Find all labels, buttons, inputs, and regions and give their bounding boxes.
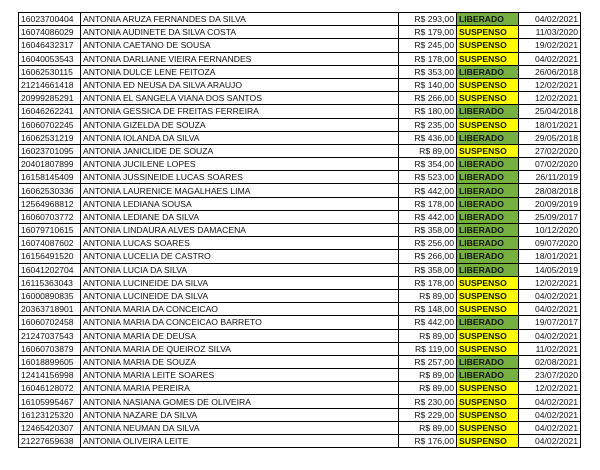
cell-value: R$ 89,00 xyxy=(399,369,457,382)
cell-value: R$ 257,00 xyxy=(399,355,457,368)
cell-date: 25/09/2017 xyxy=(519,210,581,223)
cell-date: 02/08/2021 xyxy=(519,355,581,368)
cell-status: SUSPENSO xyxy=(457,118,519,131)
cell-value: R$ 442,00 xyxy=(399,184,457,197)
table-row xyxy=(19,303,581,316)
cell-id: 16060702458 xyxy=(19,316,81,329)
cell-status: SUSPENSO xyxy=(457,26,519,39)
table-row xyxy=(19,224,581,237)
cell-status: LIBERADO xyxy=(457,355,519,368)
cell-name: ANTONIA MARIA DA CONCEICAO BARRETO xyxy=(81,316,399,329)
cell-name: ANTONIA CAETANO DE SOUSA xyxy=(81,39,399,52)
cell-value: R$ 230,00 xyxy=(399,395,457,408)
cell-date: 28/08/2018 xyxy=(519,184,581,197)
cell-id: 16060702245 xyxy=(19,118,81,131)
table-row xyxy=(19,250,581,263)
cell-date: 14/05/2019 xyxy=(519,263,581,276)
cell-date: 26/11/2019 xyxy=(519,171,581,184)
cell-name: ANTONIA MARIA DE QUEIROZ SILVA xyxy=(81,342,399,355)
table-row xyxy=(19,210,581,223)
cell-status: SUSPENSO xyxy=(457,52,519,65)
cell-value: R$ 89,00 xyxy=(399,421,457,434)
cell-id: 16000890835 xyxy=(19,289,81,302)
cell-value: R$ 89,00 xyxy=(399,382,457,395)
cell-name: ANTONIA OLIVEIRA LEITE xyxy=(81,435,399,448)
cell-name: ANTONIA EL SANGELA VIANA DOS SANTOS xyxy=(81,92,399,105)
cell-id: 16023700404 xyxy=(19,13,81,26)
cell-value: R$ 293,00 xyxy=(399,13,457,26)
cell-date: 25/04/2018 xyxy=(519,105,581,118)
table-row xyxy=(19,289,581,302)
cell-name: ANTONIA LUCINEIDE DA SILVA xyxy=(81,276,399,289)
cell-id: 16041202704 xyxy=(19,263,81,276)
table-row xyxy=(19,131,581,144)
cell-id: 21247037543 xyxy=(19,329,81,342)
cell-name: ANTONIA NASIANA GOMES DE OLIVEIRA xyxy=(81,395,399,408)
table-row xyxy=(19,105,581,118)
cell-status: LIBERADO xyxy=(457,158,519,171)
cell-id: 16156491520 xyxy=(19,250,81,263)
cell-status: LIBERADO xyxy=(457,131,519,144)
cell-id: 16158145409 xyxy=(19,171,81,184)
table-row xyxy=(19,184,581,197)
cell-name: ANTONIA LUCIA DA SILVA xyxy=(81,263,399,276)
cell-name: ANTONIA LUCINEIDE DA SILVA xyxy=(81,289,399,302)
cell-date: 12/02/2021 xyxy=(519,382,581,395)
cell-status: LIBERADO xyxy=(457,316,519,329)
cell-date: 09/07/2020 xyxy=(519,237,581,250)
cell-value: R$ 353,00 xyxy=(399,65,457,78)
cell-status: SUSPENSO xyxy=(457,78,519,91)
cell-status: LIBERADO xyxy=(457,184,519,197)
table-row xyxy=(19,13,581,26)
cell-id: 21214661418 xyxy=(19,78,81,91)
cell-date: 04/02/2021 xyxy=(519,408,581,421)
cell-value: R$ 358,00 xyxy=(399,224,457,237)
cell-status: SUSPENSO xyxy=(457,92,519,105)
table-row xyxy=(19,435,581,448)
cell-value: R$ 176,00 xyxy=(399,435,457,448)
cell-date: 19/02/2021 xyxy=(519,39,581,52)
cell-date: 26/06/2018 xyxy=(519,65,581,78)
cell-status: LIBERADO xyxy=(457,105,519,118)
cell-status: LIBERADO xyxy=(457,210,519,223)
cell-id: 20999285291 xyxy=(19,92,81,105)
cell-name: ANTONIA MARIA PEREIRA xyxy=(81,382,399,395)
cell-date: 19/07/2017 xyxy=(519,316,581,329)
cell-name: ANTONIA LUCAS SOARES xyxy=(81,237,399,250)
cell-value: R$ 89,00 xyxy=(399,144,457,157)
cell-value: R$ 178,00 xyxy=(399,276,457,289)
table-row xyxy=(19,39,581,52)
cell-id: 16060703772 xyxy=(19,210,81,223)
spreadsheet-table xyxy=(18,12,581,448)
cell-date: 11/02/2021 xyxy=(519,342,581,355)
cell-name: ANTONIA AUDINETE DA SILVA COSTA xyxy=(81,26,399,39)
cell-name: ANTONIA DULCE LENE FEITOZA xyxy=(81,65,399,78)
cell-date: 27/02/2020 xyxy=(519,144,581,157)
cell-id: 16046432317 xyxy=(19,39,81,52)
cell-date: 29/05/2018 xyxy=(519,131,581,144)
cell-status: SUSPENSO xyxy=(457,408,519,421)
cell-date: 04/02/2021 xyxy=(519,13,581,26)
table-row xyxy=(19,237,581,250)
table-row xyxy=(19,316,581,329)
cell-name: ANTONIA JANICLIDE DE SOUZA xyxy=(81,144,399,157)
cell-name: ANTONIA JUSSINEIDE LUCAS SOARES xyxy=(81,171,399,184)
cell-value: R$ 119,00 xyxy=(399,342,457,355)
cell-id: 16046128072 xyxy=(19,382,81,395)
cell-value: R$ 229,00 xyxy=(399,408,457,421)
cell-date: 11/03/2020 xyxy=(519,26,581,39)
cell-name: ANTONIA GESSICA DE FREITAS FERREIRA xyxy=(81,105,399,118)
cell-name: ANTONIA LAURENICE MAGALHAES LIMA xyxy=(81,184,399,197)
cell-id: 12564968812 xyxy=(19,197,81,210)
cell-value: R$ 235,00 xyxy=(399,118,457,131)
table-row xyxy=(19,92,581,105)
cell-name: ANTONIA MARIA DE SOUZA xyxy=(81,355,399,368)
cell-id: 16105995467 xyxy=(19,395,81,408)
cell-id: 16040053543 xyxy=(19,52,81,65)
cell-status: LIBERADO xyxy=(457,13,519,26)
cell-status: LIBERADO xyxy=(457,263,519,276)
cell-value: R$ 178,00 xyxy=(399,197,457,210)
cell-id: 21227659638 xyxy=(19,435,81,448)
cell-status: SUSPENSO xyxy=(457,382,519,395)
cell-id: 12414156998 xyxy=(19,369,81,382)
table-row xyxy=(19,342,581,355)
cell-id: 16123125320 xyxy=(19,408,81,421)
cell-date: 04/02/2021 xyxy=(519,289,581,302)
cell-id: 20363718901 xyxy=(19,303,81,316)
cell-value: R$ 89,00 xyxy=(399,289,457,302)
cell-value: R$ 89,00 xyxy=(399,329,457,342)
cell-name: ANTONIA LUCELIA DE CASTRO xyxy=(81,250,399,263)
table-row xyxy=(19,118,581,131)
cell-value: R$ 180,00 xyxy=(399,105,457,118)
table-row xyxy=(19,158,581,171)
cell-date: 10/12/2020 xyxy=(519,224,581,237)
cell-date: 04/02/2021 xyxy=(519,329,581,342)
cell-name: ANTONIA ARUZA FERNANDES DA SILVA xyxy=(81,13,399,26)
cell-status: SUSPENSO xyxy=(457,435,519,448)
cell-status: LIBERADO xyxy=(457,250,519,263)
cell-name: ANTONIA ED NEUSA DA SILVA ARAUJO xyxy=(81,78,399,91)
table-row xyxy=(19,144,581,157)
cell-id: 16060703879 xyxy=(19,342,81,355)
cell-status: LIBERADO xyxy=(457,65,519,78)
cell-date: 20/09/2019 xyxy=(519,197,581,210)
cell-value: R$ 266,00 xyxy=(399,92,457,105)
cell-value: R$ 266,00 xyxy=(399,250,457,263)
cell-status: SUSPENSO xyxy=(457,395,519,408)
table-row xyxy=(19,78,581,91)
cell-value: R$ 436,00 xyxy=(399,131,457,144)
cell-id: 16062531219 xyxy=(19,131,81,144)
table-row xyxy=(19,197,581,210)
table-row xyxy=(19,52,581,65)
cell-name: ANTONIA MARIA DA CONCEICAO xyxy=(81,303,399,316)
cell-value: R$ 178,00 xyxy=(399,52,457,65)
cell-value: R$ 256,00 xyxy=(399,237,457,250)
cell-value: R$ 354,00 xyxy=(399,158,457,171)
table-row xyxy=(19,382,581,395)
cell-name: ANTONIA MARIA DE DEUSA xyxy=(81,329,399,342)
cell-name: ANTONIA IOLANDA DA SILVA xyxy=(81,131,399,144)
cell-name: ANTONIA LEDIANE DA SILVA xyxy=(81,210,399,223)
cell-name: ANTONIA LEDIANA SOUSA xyxy=(81,197,399,210)
cell-date: 12/02/2021 xyxy=(519,276,581,289)
cell-date: 04/02/2021 xyxy=(519,421,581,434)
cell-id: 16046262241 xyxy=(19,105,81,118)
cell-date: 04/02/2021 xyxy=(519,435,581,448)
cell-date: 12/02/2021 xyxy=(519,78,581,91)
table-row xyxy=(19,355,581,368)
cell-status: SUSPENSO xyxy=(457,39,519,52)
table-row xyxy=(19,171,581,184)
cell-status: SUSPENSO xyxy=(457,276,519,289)
spreadsheet-body xyxy=(19,13,581,448)
cell-name: ANTONIA GIZELDA DE SOUZA xyxy=(81,118,399,131)
cell-value: R$ 358,00 xyxy=(399,263,457,276)
cell-status: SUSPENSO xyxy=(457,421,519,434)
cell-date: 04/02/2021 xyxy=(519,303,581,316)
cell-status: SUSPENSO xyxy=(457,144,519,157)
cell-name: ANTONIA NEUMAN DA SILVA xyxy=(81,421,399,434)
cell-id: 16018899605 xyxy=(19,355,81,368)
cell-name: ANTONIA NAZARE DA SILVA xyxy=(81,408,399,421)
table-row xyxy=(19,276,581,289)
cell-status: SUSPENSO xyxy=(457,329,519,342)
table-row xyxy=(19,421,581,434)
cell-date: 04/02/2021 xyxy=(519,52,581,65)
cell-status: SUSPENSO xyxy=(457,342,519,355)
cell-value: R$ 523,00 xyxy=(399,171,457,184)
cell-id: 16115363043 xyxy=(19,276,81,289)
cell-status: LIBERADO xyxy=(457,171,519,184)
cell-name: ANTONIA LINDAURA ALVES DAMACENA xyxy=(81,224,399,237)
table-row xyxy=(19,369,581,382)
cell-id: 16074087602 xyxy=(19,237,81,250)
cell-date: 18/01/2021 xyxy=(519,250,581,263)
cell-id: 16023701095 xyxy=(19,144,81,157)
cell-status: LIBERADO xyxy=(457,237,519,250)
cell-status: SUSPENSO xyxy=(457,303,519,316)
cell-name: ANTONIA DARLIANE VIEIRA FERNANDES xyxy=(81,52,399,65)
cell-date: 12/02/2021 xyxy=(519,92,581,105)
cell-value: R$ 442,00 xyxy=(399,316,457,329)
cell-name: ANTONIA MARIA LEITE SOARES xyxy=(81,369,399,382)
table-row xyxy=(19,26,581,39)
table-row xyxy=(19,65,581,78)
table-row xyxy=(19,329,581,342)
cell-value: R$ 140,00 xyxy=(399,78,457,91)
cell-date: 04/02/2021 xyxy=(519,395,581,408)
cell-value: R$ 148,00 xyxy=(399,303,457,316)
cell-value: R$ 179,00 xyxy=(399,26,457,39)
cell-id: 16062530115 xyxy=(19,65,81,78)
cell-id: 16079710615 xyxy=(19,224,81,237)
cell-value: R$ 245,00 xyxy=(399,39,457,52)
cell-status: LIBERADO xyxy=(457,224,519,237)
cell-id: 16074086029 xyxy=(19,26,81,39)
cell-status: LIBERADO xyxy=(457,197,519,210)
cell-date: 07/02/2020 xyxy=(519,158,581,171)
table-row xyxy=(19,408,581,421)
cell-date: 18/01/2021 xyxy=(519,118,581,131)
cell-id: 20401807899 xyxy=(19,158,81,171)
cell-date: 23/07/2020 xyxy=(519,369,581,382)
table-row xyxy=(19,395,581,408)
cell-status: LIBERADO xyxy=(457,369,519,382)
cell-id: 12465420307 xyxy=(19,421,81,434)
table-row xyxy=(19,263,581,276)
cell-status: SUSPENSO xyxy=(457,289,519,302)
cell-name: ANTONIA JUCILENE LOPES xyxy=(81,158,399,171)
cell-id: 16062530336 xyxy=(19,184,81,197)
cell-value: R$ 442,00 xyxy=(399,210,457,223)
